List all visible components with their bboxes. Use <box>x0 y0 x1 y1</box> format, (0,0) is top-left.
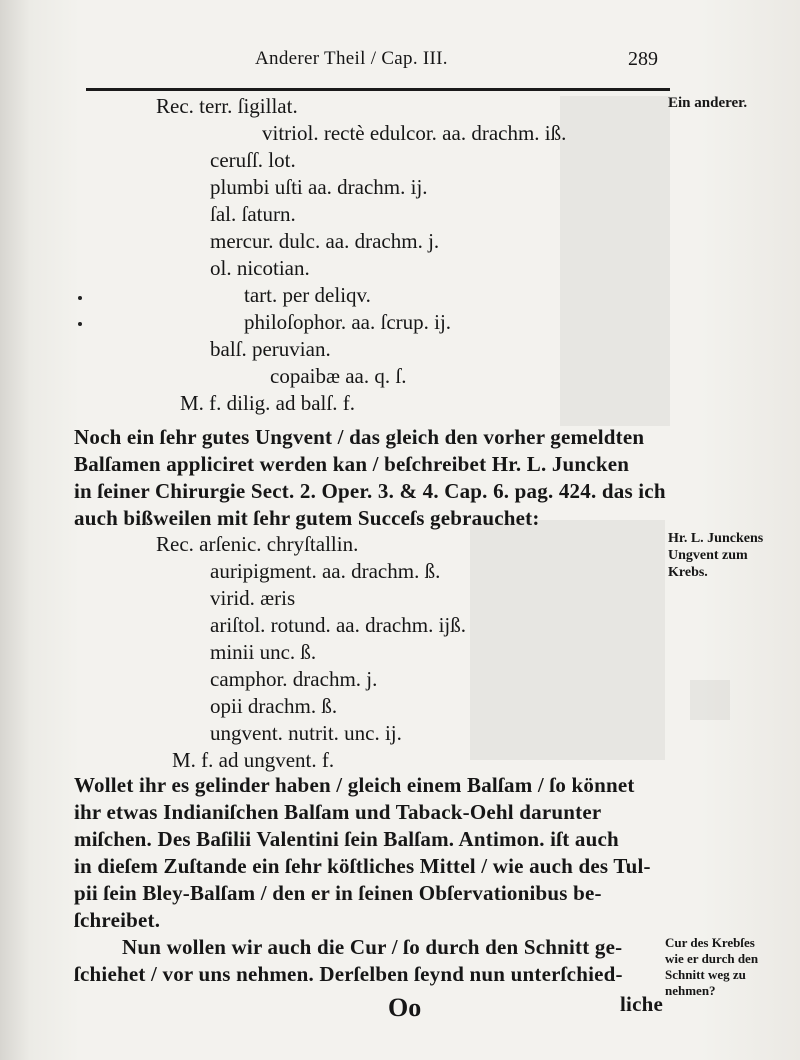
margin-note-line: Ein anderer. <box>668 95 748 111</box>
recipe-line: M. f. dilig. ad balſ. f. <box>180 391 355 415</box>
prose-line: ſchreibet. <box>74 908 161 932</box>
recipe-line: balſ. peruvian. <box>210 337 331 361</box>
margin-note-line: Hr. L. Junckens <box>668 531 764 546</box>
page-number: 289 <box>628 48 658 70</box>
recipe-line: ariſtol. rotund. aa. drachm. ijß. <box>210 613 467 637</box>
prose-line: Balſamen appliciret werden kan / beſchreibet Hr. L. Juncken <box>74 452 630 476</box>
recipe-line: M. f. ad ungvent. f. <box>172 748 335 772</box>
recipe-line: auripigment. aa. drachm. ß. <box>210 559 441 583</box>
prose-line: ihr etwas Indianiſchen Balſam und Taback-Oehl darunter <box>74 800 602 824</box>
margin-note-line: nehmen? <box>665 983 716 998</box>
prose-line: miſchen. Des Baſilii Valentini ſein Balſam. Antimon. iſt auch <box>74 827 619 851</box>
show-through-shadow <box>560 96 670 426</box>
prose-line: in ſeiner Chirurgie Sect. 2. Oper. 3. & 4. Cap. 6. pag. 424. das ich <box>74 479 666 503</box>
margin-note-line: Schnitt weg zu <box>665 967 746 982</box>
prose-line: Noch ein ſehr gutes Ungvent / das gleich den vorher gemeldten <box>74 425 645 449</box>
recipe-line: vitriol. rectè edulcor. aa. drachm. iß. <box>262 121 567 145</box>
running-title: Anderer Theil / Cap. III. <box>255 48 448 69</box>
ink-dot <box>78 322 82 326</box>
margin-note-line: Krebs. <box>668 565 708 580</box>
margin-note-line: Cur des Krebſes <box>665 935 755 950</box>
recipe-line: philoſophor. aa. ſcrup. ij. <box>244 310 452 334</box>
recipe-line: virid. æris <box>210 586 296 610</box>
recipe-line: mercur. dulc. aa. drachm. j. <box>210 229 440 253</box>
recipe-line: opii drachm. ß. <box>210 694 338 718</box>
prose-line: Wollet ihr es gelinder haben / gleich einem Balſam / ſo könnet <box>74 773 635 797</box>
prose-line: auch bißweilen mit ſehr gutem Succeſs gebrauchet: <box>74 506 540 530</box>
margin-note-line: Ungvent zum <box>668 548 748 563</box>
margin-note-junckens <box>668 530 763 581</box>
recipe-line: ſal. ſaturn. <box>210 202 296 226</box>
recipe-line: ungvent. nutrit. unc. ij. <box>210 721 402 745</box>
prose-line: pii ſein Bley-Balſam / den er in ſeinen Obſervationibus be- <box>74 881 602 905</box>
recipe-line: Rec. arſenic. chryſtallin. <box>156 532 359 556</box>
show-through-shadow <box>470 520 665 760</box>
prose-line: ſchiehet / vor uns nehmen. Derſelben ſeynd nun unterſchied- <box>74 962 623 986</box>
margin-note-line: wie er durch den <box>665 951 759 966</box>
recipe-line: copaibæ aa. q. ſ. <box>270 364 407 388</box>
recipe-line: minii unc. ß. <box>210 640 317 664</box>
catchword: liche <box>620 992 663 1016</box>
prose-line: Nun wollen wir auch die Cur / ſo durch den Schnitt ge- <box>122 935 623 959</box>
margin-note-ein-anderer <box>668 95 747 112</box>
recipe-line: ol. nicotian. <box>210 256 310 280</box>
recipe-line: Rec. terr. ſigillat. <box>156 94 298 118</box>
recipe-line: ceruſſ. lot. <box>210 148 296 172</box>
header-rule <box>86 88 670 91</box>
show-through-shadow <box>690 680 730 720</box>
recipe-line: plumbi uſti aa. drachm. ij. <box>210 175 428 199</box>
recipe-line: tart. per deliqv. <box>244 283 371 307</box>
prose-line: in dieſem Zuſtande ein ſehr köſtliches Mittel / wie auch des Tul- <box>74 854 651 878</box>
margin-note-cur-des-krebses <box>665 935 758 999</box>
ink-dot <box>78 296 82 300</box>
signature-mark: Oo <box>388 993 422 1022</box>
recipe-line: camphor. drachm. j. <box>210 667 378 691</box>
